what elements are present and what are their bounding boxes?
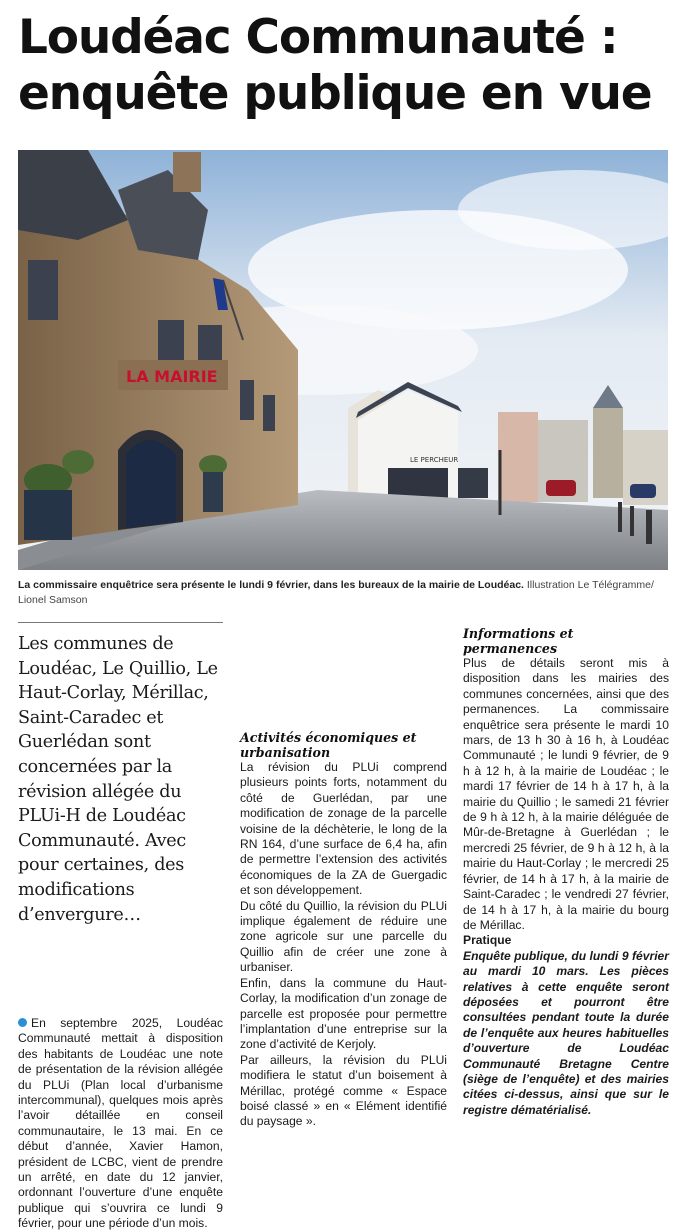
section-1-paragraph-1: La révision du PLUi comprend plusieurs points forts, notamment du côté de Guerlédan, par une modification de zonage de la parcelle voisine de la déchèterie, le long de la RN 164, d’une surface de 6,4 ha, afin de permettre l’extension des activités économiques de la ZA de Guergadic et son développement. (240, 760, 447, 898)
caption-text: La commissaire enquêtrice sera présente le lundi 9 février, dans les bureaux de la mairie de Loudéac. (18, 579, 524, 591)
section-1-paragraph-3: Enfin, dans la commune du Haut-Corlay, la modification d’un zonage de parcelle est proposée pour permettre l’implantation d’une entreprise sur la zone d’activité de Kerjoly. (240, 975, 447, 1052)
section-1-title: Activités économiques et urbanisation (240, 730, 417, 760)
article-photo (18, 150, 668, 570)
chapo-divider (18, 622, 223, 623)
photo-caption (18, 578, 678, 608)
mairie-sign: LA MAIRIE (126, 367, 218, 386)
headline-line-1: Loudéac Communauté : (18, 10, 618, 65)
section-2-title: Informations et permanences (463, 626, 574, 656)
pratique-title: Pratique (463, 933, 512, 948)
article-column-1 (18, 1016, 223, 1232)
article-column-3 (463, 626, 669, 1118)
section-2-paragraph-1: Plus de détails seront mis à disposition dans les mairies des communes concernées, ainsi que des permanences. La commissaire enquêtrice sera présente le mardi 10 mars, de 13 h 30 à 16 h, à Loudéac Communauté ; le lundi 9 février, de 9 h à 12 h, à la mairie de Loudéac ; le mardi 17 février de 14 h à 17 h, à la mairie du Quillio ; le samedi 21 février de 9 h à 12 h, à la mairie déléguée de Mûr-de-Bretagne à Guerlédan ; le mercredi 25 février, de 9 h à 12 h, à la mairie du Haut-Corlay ; le mercredi 25 février, de 14 h à 17 h, à la mairie de Saint-Caradec ; le vendredi 27 février, de 14 h à 17 h, à la mairie du bourg de Mérillac. (463, 656, 669, 932)
photo-credit: Illustration Le Télégramme/ Lionel Samson (18, 579, 654, 606)
headline-line-2: enquête publique en vue (18, 66, 652, 121)
headline (18, 10, 678, 122)
intro-paragraph: En septembre 2025, Loudéac Communauté mettait à disposition des habitants de Loudéac une note de présentation de la révision allégée du PLUi (Plan local d’urbanisme intercommunal), quelques mois après l’avoir détaillée en conseil communautaire, le 13 mai. En ce début d’année, Xavier Hamon, président de LCBC, vient de prendre un arrêté, en date du 12 janvier, ordonnant l’ouverture d’une enquête publique qui s’ouvrira ce lundi 9 février, pour une période d’un mois. (18, 1016, 223, 1231)
town-hall-illustration (18, 150, 668, 570)
pratique-text: Enquête publique, du lundi 9 février au mardi 10 mars. Les pièces relatives à cette enquête seront déposées et pourront être consultées pendant toute la durée de l’enquête aux heures habituelles d’ouverture de Loudéac Communauté Bretagne Centre (siège de l’enquête) et des mairies citées ci-dessus, ainsi que sur le registre dématérialisé. (463, 948, 669, 1117)
bullet-icon (18, 1018, 27, 1027)
article-column-2 (240, 626, 447, 1130)
section-1-paragraph-4: Par ailleurs, la révision du PLUi modifiera le statut d’un boisement à Mérillac, protégé comme « Espace boisé classé » en « Elément identifié du paysage ». (240, 1052, 447, 1129)
shop-sign: LE PERCHEUR (410, 456, 459, 464)
column-2-continuation-gap (240, 626, 447, 730)
article-lead: Les communes de Loudéac, Le Quillio, Le Haut-Corlay, Mérillac, Saint-Caradec et Guerlédan sont concernées par la révision allégée du PLUi-H de Loudéac Communauté. Avec pour certaines, des modifications d’envergure… (18, 634, 218, 925)
section-1-paragraph-2: Du côté du Quillio, la révision du PLUi implique également de réduire une zone agricole sur une parcelle du Quillio afin de créer une zone à urbaniser. (240, 898, 447, 975)
